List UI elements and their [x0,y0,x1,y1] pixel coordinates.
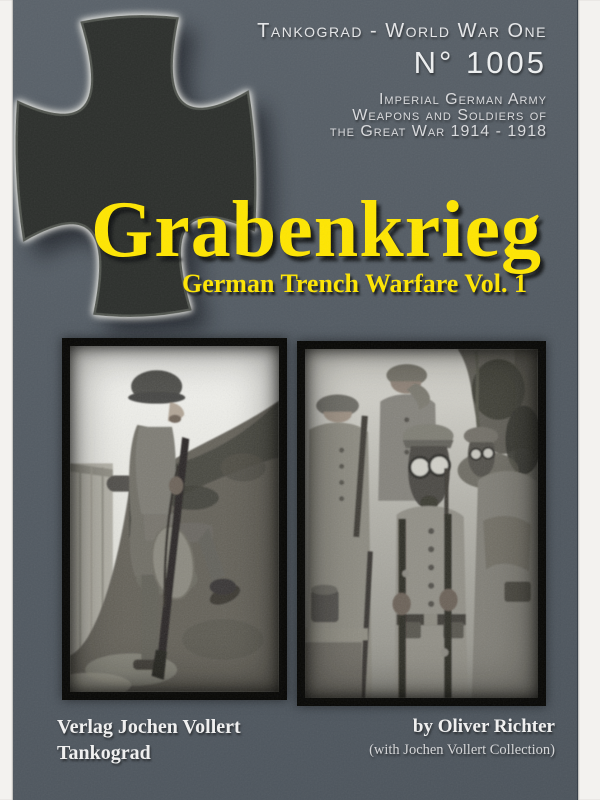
publisher-info [57,714,241,766]
page-edge-left [0,0,13,800]
publisher-imprint: Tankograd [57,742,151,764]
masthead-line-3: the Great War 1914 - 1918 [329,123,547,140]
photo-gas-mask-soldiers [297,341,546,706]
photo-soldier-in-trench-image [70,346,279,692]
author-credit: by Oliver Richter [412,716,555,737]
author-info [369,716,555,759]
issue-number: N° 1005 [413,45,547,80]
masthead [257,20,547,140]
photo-gas-mask-soldiers-image [305,349,538,698]
collection-credit: (with Jochen Vollert Collection) [369,742,555,758]
page-edge-right [578,0,600,800]
photo-soldier-in-trench [62,338,287,700]
masthead-line-2: Weapons and Soldiers of [352,107,547,124]
book-subtitle: German Trench Warfare Vol. 1 [182,269,527,298]
book-title: Grabenkrieg [91,186,542,274]
publisher-name: Verlag Jochen Vollert [57,716,241,738]
masthead-line-1: Imperial German Army [378,91,547,108]
cover [13,0,578,800]
series-title: Tankograd - World War One [257,20,547,42]
